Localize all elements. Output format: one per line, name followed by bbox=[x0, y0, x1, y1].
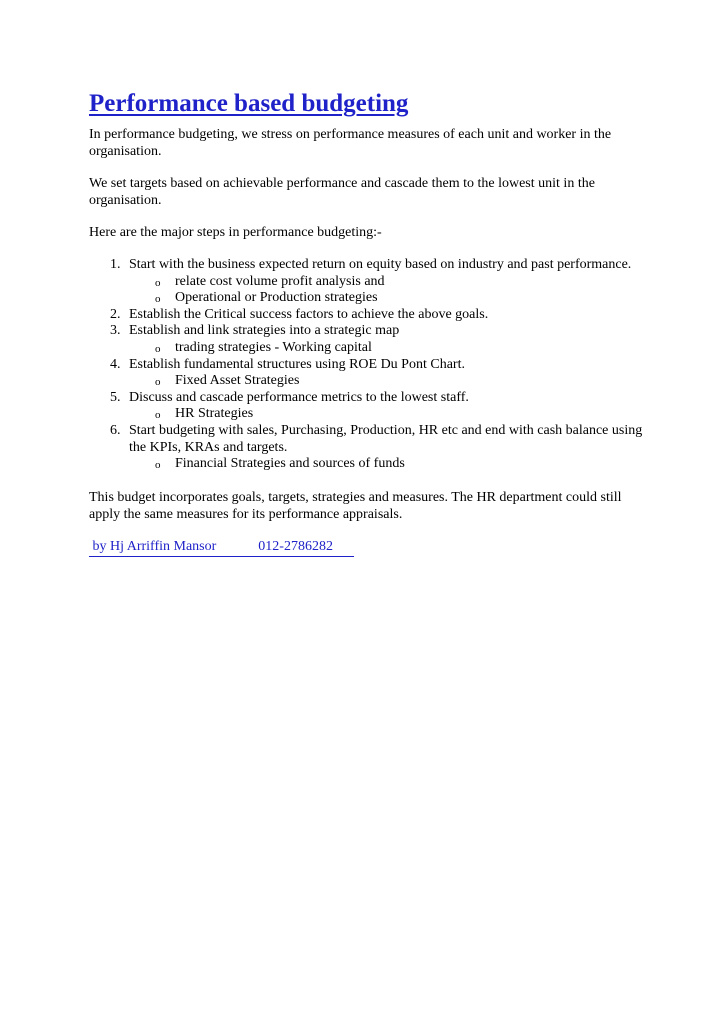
intro-paragraph: In performance budgeting, we stress on performance measures of each unit and worker in the organisation. bbox=[89, 127, 612, 159]
sub-list-item bbox=[129, 274, 649, 291]
sub-list-item bbox=[129, 340, 649, 357]
circle-bullet-icon: o bbox=[155, 409, 161, 422]
step-text: Discuss and cascade performance metrics to the lowest staff. bbox=[129, 389, 469, 405]
list-item bbox=[89, 390, 649, 423]
step-number: 2. bbox=[110, 306, 121, 322]
sub-list bbox=[129, 274, 649, 307]
sub-item-text: trading strategies - Working capital bbox=[175, 339, 372, 355]
sub-list-item bbox=[129, 456, 649, 473]
sub-item-text: Financial Strategies and sources of funds bbox=[175, 456, 405, 472]
sub-list-item bbox=[129, 290, 649, 307]
sub-list bbox=[129, 340, 649, 357]
step-number: 1. bbox=[110, 257, 121, 272]
step-text: Start budgeting with sales, Purchasing, Production, HR etc and end with cash balance using the KPIs, KRAs and targets. bbox=[129, 422, 643, 455]
sub-list-item bbox=[129, 406, 649, 423]
sub-list bbox=[129, 373, 649, 390]
list-item bbox=[89, 423, 649, 473]
closing-paragraph: This budget incorporates goals, targets, strategies and measures. The HR department could still apply the same measures for its performance appraisals. bbox=[89, 489, 622, 522]
sub-item-text: HR Strategies bbox=[175, 406, 254, 422]
document-title: Performance based budgeting bbox=[89, 90, 409, 117]
list-item bbox=[89, 323, 649, 356]
sub-item-text: Fixed Asset Strategies bbox=[175, 373, 300, 389]
sub-item-text: relate cost volume profit analysis and bbox=[175, 273, 385, 289]
author-phone: 012-2786282 bbox=[258, 538, 333, 554]
step-text: Establish the Critical success factors to achieve the above goals. bbox=[129, 306, 489, 322]
circle-bullet-icon: o bbox=[155, 293, 161, 306]
list-item bbox=[89, 257, 649, 307]
sub-list bbox=[129, 456, 649, 473]
steps-intro-paragraph: Here are the major steps in performance budgeting:- bbox=[89, 225, 382, 240]
author-byline[interactable] bbox=[89, 538, 354, 557]
list-item bbox=[89, 357, 649, 390]
sub-list bbox=[129, 406, 649, 423]
sub-list-item bbox=[129, 373, 649, 390]
targets-paragraph: We set targets based on achievable performance and cascade them to the lowest unit in the organisation. bbox=[89, 176, 595, 208]
circle-bullet-icon: o bbox=[155, 376, 161, 389]
author-name: by Hj Arriffin Mansor bbox=[89, 538, 217, 554]
steps-list bbox=[89, 257, 649, 473]
step-number: 3. bbox=[110, 323, 121, 339]
circle-bullet-icon: o bbox=[155, 342, 161, 355]
step-number: 5. bbox=[110, 389, 121, 405]
sub-item-text: Operational or Production strategies bbox=[175, 290, 378, 306]
step-number: 4. bbox=[110, 356, 121, 372]
circle-bullet-icon: o bbox=[155, 276, 161, 289]
step-text: Establish and link strategies into a strategic map bbox=[129, 323, 400, 339]
list-item bbox=[89, 307, 649, 324]
step-text: Establish fundamental structures using ROE Du Pont Chart. bbox=[129, 356, 465, 372]
step-number: 6. bbox=[110, 422, 121, 438]
step-text: Start with the business expected return on equity based on industry and past performance. bbox=[129, 257, 632, 272]
document-page bbox=[89, 86, 649, 557]
circle-bullet-icon: o bbox=[155, 459, 161, 472]
